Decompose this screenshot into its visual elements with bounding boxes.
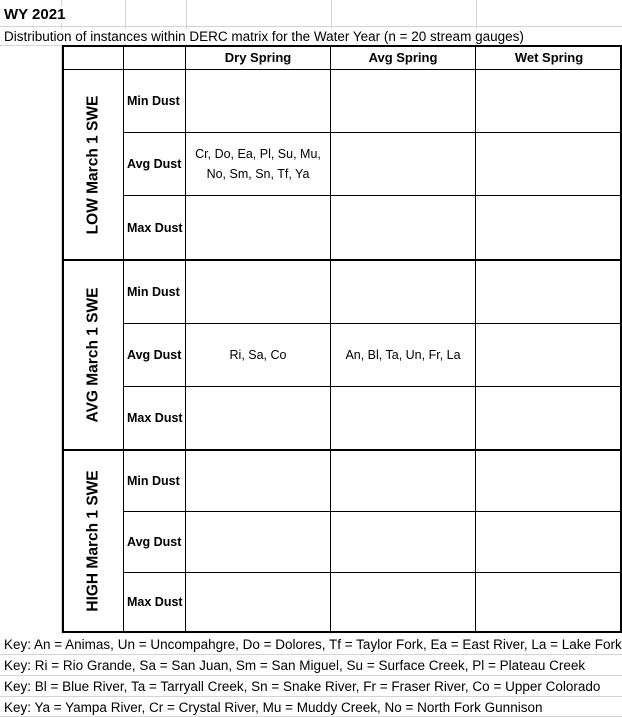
- matrix-cell: Cr, Do, Ea, Pl, Su, Mu, No, Sm, Sn, Tf, Ya: [186, 133, 331, 196]
- row-label-avg-dust: Avg Dust: [124, 324, 186, 387]
- matrix-cell: [331, 573, 476, 631]
- group-label-avg: AVG March 1 SWE: [84, 287, 102, 423]
- key-line: Key: An = Animas, Un = Uncompahgre, Do = Dolores, Tf = Taylor Fork, Ea = East River, La = Lake Fork: [0, 634, 622, 655]
- row-label-max-dust: Max Dust: [124, 387, 186, 451]
- row-label-min-dust: Min Dust: [124, 70, 186, 133]
- corner-cell-2: [124, 47, 186, 70]
- key-line: Key: Ya = Yampa River, Cr = Crystal River, Mu = Muddy Creek, No = North Fork Gunnison: [0, 697, 622, 717]
- row-label-max-dust: Max Dust: [124, 196, 186, 261]
- row-label-avg-dust: Avg Dust: [124, 133, 186, 196]
- col-header-avg-spring: Avg Spring: [331, 47, 476, 70]
- matrix-cell: [186, 196, 331, 261]
- matrix-cell: [476, 196, 622, 261]
- col-header-dry-spring: Dry Spring: [186, 47, 331, 70]
- matrix-cell: [186, 387, 331, 451]
- matrix-cell: [476, 133, 622, 196]
- matrix-cell: [331, 451, 476, 512]
- matrix-cell: [476, 387, 622, 451]
- row-label-min-dust: Min Dust: [124, 451, 186, 512]
- matrix-cell: [331, 512, 476, 573]
- group-label-cell: [64, 70, 124, 261]
- matrix-cell: [476, 261, 622, 324]
- row-label-min-dust: Min Dust: [124, 261, 186, 324]
- matrix-cell: [476, 451, 622, 512]
- matrix-cell: [331, 70, 476, 133]
- group-label-cell: [64, 451, 124, 631]
- matrix-cell: [331, 133, 476, 196]
- sheet-subtitle: Distribution of instances within DERC matrix for the Water Year (n = 20 stream gauges): [4, 29, 524, 44]
- matrix-cell: [331, 387, 476, 451]
- matrix-cell: [186, 512, 331, 573]
- matrix-cell: [476, 573, 622, 631]
- matrix-cell: [476, 324, 622, 387]
- matrix-cell: [186, 261, 331, 324]
- group-label-high: HIGH March 1 SWE: [84, 470, 102, 612]
- row-label-max-dust: Max Dust: [124, 573, 186, 631]
- group-label-cell: [64, 261, 124, 451]
- sheet-title: WY 2021: [4, 6, 69, 23]
- matrix-cell: [331, 261, 476, 324]
- matrix-cell: [186, 451, 331, 512]
- key-line: Key: Ri = Rio Grande, Sa = San Juan, Sm = San Miguel, Su = Surface Creek, Pl = Plateau Creek: [0, 655, 622, 676]
- matrix-cell: [186, 573, 331, 631]
- group-label-low: LOW March 1 SWE: [84, 95, 102, 234]
- corner-cell: [64, 47, 124, 70]
- matrix-cell: [186, 70, 331, 133]
- matrix-cell: An, Bl, Ta, Un, Fr, La: [331, 324, 476, 387]
- col-header-wet-spring: Wet Spring: [476, 47, 622, 70]
- matrix-cell: Ri, Sa, Co: [186, 324, 331, 387]
- matrix-cell: [476, 512, 622, 573]
- matrix-cell: [331, 196, 476, 261]
- matrix-cell: [476, 70, 622, 133]
- key-line: Key: Bl = Blue River, Ta = Tarryall Creek, Sn = Snake River, Fr = Fraser River, Co = Upper Colorado: [0, 676, 622, 697]
- row-label-avg-dust: Avg Dust: [124, 512, 186, 573]
- derc-matrix: [62, 45, 622, 633]
